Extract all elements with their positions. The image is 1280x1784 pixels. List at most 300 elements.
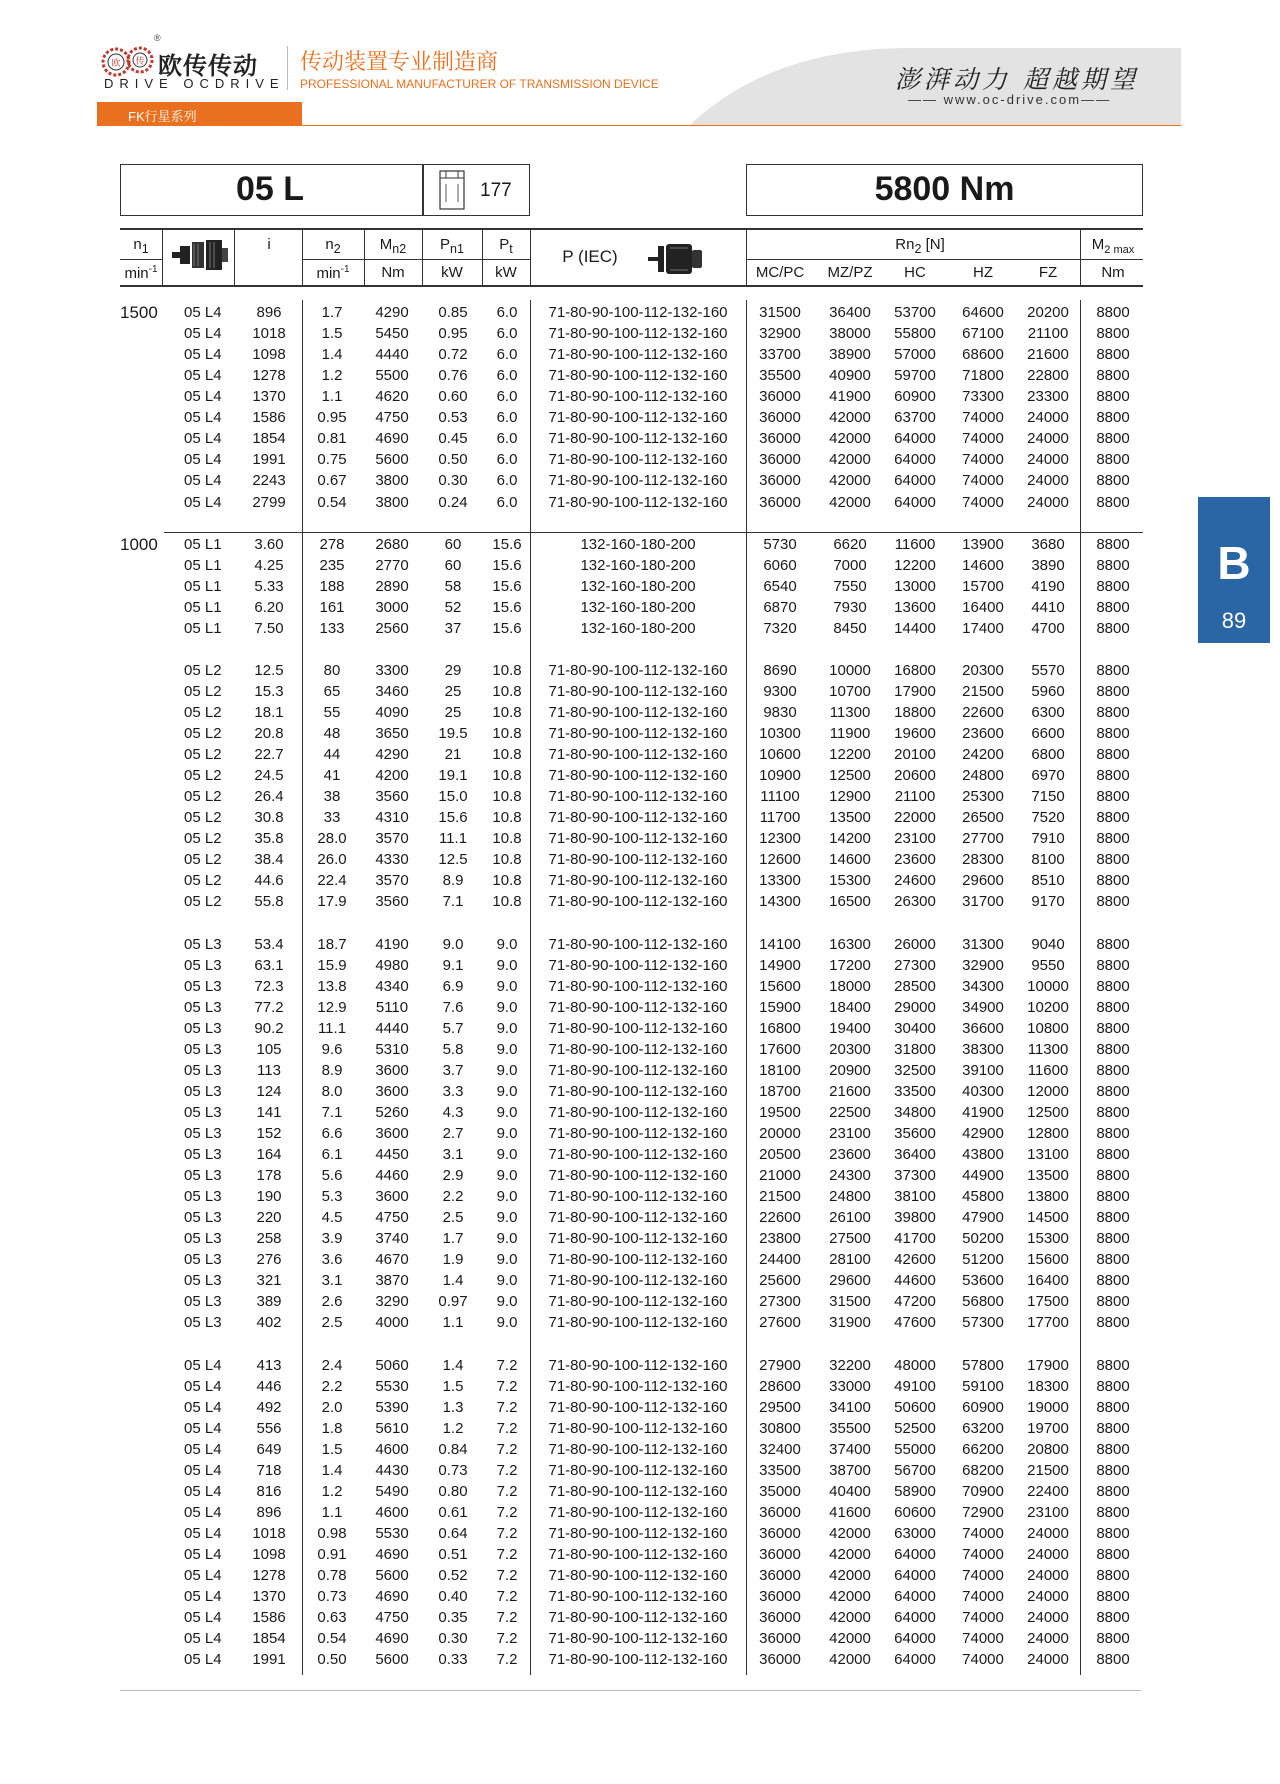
cell-iec: 71-80-90-100-112-132-160 [548, 346, 728, 364]
cell-mn2: 5260 [375, 1103, 409, 1121]
cell-hz: 56800 [962, 1293, 1004, 1311]
table-header-bottom-line [120, 285, 1143, 287]
cell-fz: 16400 [1027, 1272, 1069, 1290]
cell-mc-pc: 23800 [759, 1230, 801, 1248]
cell-pn1: 19.5 [438, 725, 468, 742]
col-header-fz: FZ [1038, 264, 1058, 281]
cell-hc: 48000 [894, 1356, 936, 1374]
cell-pt: 10.8 [492, 682, 522, 700]
cell-ratio: 2243 [252, 472, 286, 490]
cell-type: 05 L2 [184, 725, 222, 742]
cell-hc: 35600 [894, 1124, 936, 1142]
cell-mz-pz: 31500 [829, 1293, 871, 1311]
cell-mz-pz: 32200 [829, 1356, 871, 1374]
cell-mc-pc: 36000 [759, 409, 801, 427]
cell-hz: 36600 [962, 1019, 1004, 1037]
cell-m2max: 8800 [1096, 788, 1130, 806]
cell-fz: 3890 [1031, 556, 1065, 574]
cell-n2: 1.7 [321, 304, 343, 321]
cell-iec: 71-80-90-100-112-132-160 [548, 872, 728, 890]
cell-mn2: 2560 [375, 619, 409, 637]
cell-m2max: 8800 [1096, 1377, 1130, 1395]
cell-fz: 24000 [1027, 409, 1069, 427]
cell-ratio: 55.8 [254, 893, 284, 911]
cell-m2max: 8800 [1096, 1146, 1130, 1163]
table-row [0, 1376, 1280, 1397]
cell-mz-pz: 21600 [829, 1082, 871, 1100]
cell-type: 05 L4 [184, 409, 222, 427]
cell-type: 05 L3 [184, 1293, 222, 1311]
cell-iec: 71-80-90-100-112-132-160 [548, 1609, 728, 1627]
cell-hc: 30400 [894, 1019, 936, 1037]
table-row [0, 702, 1280, 723]
cell-n2: 3.6 [321, 1251, 343, 1269]
cell-iec: 71-80-90-100-112-132-160 [548, 767, 728, 785]
cell-m2max: 8800 [1096, 661, 1130, 679]
col-unit-n2: $\min^{-1}$ [316, 264, 350, 282]
cell-m2max: 8800 [1096, 535, 1130, 553]
cell-pn1: 1.9 [442, 1251, 464, 1269]
cell-fz: 21100 [1027, 325, 1069, 343]
cell-mn2: 3570 [375, 872, 409, 890]
cell-ratio: 413 [256, 1356, 282, 1374]
cell-ratio: 7.50 [254, 619, 284, 637]
cell-hz: 59100 [962, 1377, 1004, 1395]
cell-mn2: 4440 [375, 346, 409, 364]
cell-iec: 71-80-90-100-112-132-160 [548, 809, 728, 827]
cell-pt: 9.0 [496, 1209, 518, 1227]
cell-pt: 9.0 [496, 1082, 518, 1100]
cell-mn2: 4690 [375, 430, 409, 448]
brand-name-en: DRIVE OCDRIVE [104, 76, 285, 91]
cell-pt: 6.0 [496, 367, 518, 385]
cell-pt: 9.0 [496, 1230, 518, 1248]
cell-mz-pz: 42000 [829, 1630, 871, 1648]
tagline-cn: 传动装置专业制造商 [300, 49, 499, 74]
table-row [0, 1502, 1280, 1523]
cell-type: 05 L2 [184, 703, 222, 721]
cell-n2: 80 [323, 661, 341, 679]
cell-iec: 71-80-90-100-112-132-160 [548, 1209, 728, 1227]
svg-text:传: 传 [135, 57, 145, 67]
cell-mz-pz: 20300 [829, 1040, 871, 1058]
cell-mc-pc: 15900 [759, 998, 801, 1016]
cell-pt: 15.6 [492, 598, 522, 616]
cell-mz-pz: 14200 [829, 830, 871, 848]
cell-pt: 10.8 [492, 809, 522, 827]
cell-hc: 26000 [894, 935, 936, 953]
cell-pt: 9.0 [496, 1103, 518, 1121]
cell-hc: 52500 [894, 1419, 936, 1437]
cell-fz: 23100 [1027, 1503, 1069, 1521]
table-row [0, 1544, 1280, 1565]
cell-mz-pz: 24300 [829, 1167, 871, 1184]
cell-type: 05 L4 [184, 1419, 222, 1437]
cell-mz-pz: 23100 [829, 1124, 871, 1142]
section-tab-letter: B [1217, 537, 1251, 589]
cell-n2: 11.1 [317, 1019, 347, 1037]
cell-mc-pc: 24400 [759, 1251, 801, 1269]
cell-hc: 49100 [894, 1377, 936, 1395]
cell-fz: 20200 [1027, 304, 1069, 321]
cell-mn2: 5310 [375, 1040, 409, 1058]
cell-hz: 74000 [962, 1630, 1004, 1648]
table-row [0, 597, 1280, 618]
table-row [0, 386, 1280, 407]
cell-ratio: 22.7 [254, 746, 284, 763]
cell-mn2: 5600 [375, 1567, 409, 1584]
cell-pn1: 1.3 [442, 1398, 464, 1416]
cell-hz: 67100 [962, 325, 1004, 343]
cell-pn1: 3.3 [442, 1082, 464, 1100]
series-label: FK行星系列 [128, 109, 197, 124]
cell-fz: 22800 [1027, 367, 1069, 385]
cell-type: 05 L1 [184, 619, 222, 637]
cell-iec: 71-80-90-100-112-132-160 [548, 746, 728, 763]
cell-ratio: 492 [256, 1398, 282, 1416]
cell-mn2: 5500 [375, 367, 409, 385]
cell-fz: 24000 [1027, 1524, 1069, 1542]
cell-iec: 71-80-90-100-112-132-160 [548, 1524, 728, 1542]
cell-ratio: 44.6 [254, 872, 284, 890]
cell-type: 05 L4 [184, 430, 222, 448]
registered-mark: ® [154, 33, 161, 43]
cell-mc-pc: 6060 [763, 556, 797, 574]
cell-n2: 1.2 [321, 1482, 343, 1500]
cell-ratio: 896 [256, 1503, 282, 1521]
cell-fz: 17700 [1027, 1314, 1069, 1332]
cell-n2: 65 [323, 682, 341, 700]
cell-ratio: 446 [256, 1377, 282, 1395]
cell-mn2: 5610 [375, 1419, 409, 1437]
cell-iec: 71-80-90-100-112-132-160 [548, 1356, 728, 1374]
cell-n2: 4.5 [321, 1209, 343, 1227]
cell-mz-pz: 40400 [829, 1482, 871, 1500]
cell-ratio: 12.5 [254, 661, 284, 679]
cell-ratio: 556 [256, 1419, 282, 1437]
cell-fz: 24000 [1027, 472, 1069, 490]
cell-ratio: 113 [257, 1061, 281, 1079]
cell-hz: 71800 [962, 367, 1004, 385]
cell-iec: 71-80-90-100-112-132-160 [548, 725, 728, 742]
cell-ratio: 105 [256, 1040, 282, 1058]
cell-ratio: 1370 [252, 1588, 286, 1605]
cell-pn1: 8.9 [442, 872, 464, 890]
cell-hz: 16400 [962, 598, 1004, 616]
cell-type: 05 L4 [184, 325, 222, 343]
cell-mz-pz: 35500 [829, 1419, 871, 1437]
cell-mz-pz: 17200 [829, 956, 871, 974]
col-unit-n1: $\min^{-1}$ [124, 264, 158, 282]
cell-fz: 17900 [1027, 1356, 1069, 1374]
cell-hz: 72900 [962, 1503, 1004, 1521]
cell-n2: 0.75 [317, 451, 347, 469]
cell-ratio: 4.25 [254, 556, 284, 574]
cell-hc: 64000 [894, 472, 936, 490]
cell-hc: 64000 [894, 430, 936, 448]
table-row [0, 1439, 1280, 1460]
slogan: 澎湃动力 超越期望 [895, 65, 1139, 94]
cell-pn1: 15.6 [438, 809, 468, 827]
cell-type: 05 L1 [184, 556, 222, 574]
cell-ratio: 164 [256, 1146, 282, 1163]
cell-mz-pz: 42000 [829, 493, 871, 511]
cell-mz-pz: 24800 [829, 1188, 871, 1206]
table-col-divider [530, 228, 531, 286]
cell-pn1: 2.9 [442, 1167, 464, 1184]
cell-iec: 71-80-90-100-112-132-160 [548, 851, 728, 869]
table-row [0, 934, 1280, 955]
cell-ratio: 5.33 [254, 577, 284, 595]
cell-hc: 37300 [894, 1167, 936, 1184]
cell-pt: 7.2 [496, 1419, 518, 1437]
cell-m2max: 8800 [1096, 851, 1130, 869]
table-row [0, 786, 1280, 807]
cell-mn2: 3870 [375, 1272, 409, 1290]
cell-pt: 6.0 [496, 451, 518, 469]
cell-type: 05 L3 [184, 1209, 222, 1227]
cell-ratio: 402 [256, 1314, 282, 1332]
cell-mz-pz: 12900 [829, 788, 871, 806]
col-header-rn2: $Rn_2$ [N] [895, 236, 945, 256]
cell-hc: 17900 [894, 682, 936, 700]
cell-m2max: 8800 [1096, 830, 1130, 848]
cell-hz: 74000 [962, 472, 1004, 490]
cell-pt: 7.2 [496, 1356, 518, 1374]
cell-pt: 10.8 [492, 872, 522, 890]
cell-m2max: 8800 [1096, 619, 1130, 637]
reference-page-number[interactable]: 177 [480, 180, 512, 201]
cell-fz: 12800 [1027, 1124, 1069, 1142]
cell-pn1: 2.5 [442, 1209, 464, 1227]
cell-mn2: 4750 [375, 1209, 409, 1227]
cell-mn2: 3460 [375, 682, 409, 700]
cell-type: 05 L1 [184, 535, 222, 553]
cell-iec: 132-160-180-200 [580, 598, 696, 616]
cell-m2max: 8800 [1096, 1461, 1130, 1479]
cell-mz-pz: 6620 [833, 535, 867, 553]
cell-type: 05 L2 [184, 788, 222, 806]
cell-iec: 71-80-90-100-112-132-160 [548, 325, 728, 343]
cell-mz-pz: 42000 [829, 451, 871, 469]
cell-n2: 1.1 [321, 1503, 343, 1521]
cell-m2max: 8800 [1096, 1398, 1130, 1416]
cell-fz: 11600 [1027, 1061, 1069, 1079]
cell-ratio: 389 [256, 1293, 282, 1311]
table-header-top-line [120, 228, 1143, 230]
cell-mz-pz: 12500 [829, 767, 871, 785]
website-link[interactable]: —— www.oc-drive.com—— [908, 92, 1112, 107]
cell-mz-pz: 38000 [829, 325, 871, 343]
cell-n2: 5.6 [321, 1167, 343, 1184]
cell-ratio: 72.3 [254, 977, 284, 995]
table-row [0, 1481, 1280, 1502]
cell-m2max: 8800 [1096, 767, 1130, 785]
cell-iec: 71-80-90-100-112-132-160 [548, 472, 728, 490]
cell-hc: 24600 [894, 872, 936, 890]
cell-type: 05 L3 [184, 1272, 222, 1290]
cell-hc: 39800 [894, 1209, 936, 1227]
cell-mn2: 4290 [375, 304, 409, 321]
cell-iec: 71-80-90-100-112-132-160 [548, 1230, 728, 1248]
cell-ratio: 77.2 [254, 998, 284, 1016]
cell-mn2: 4750 [375, 1609, 409, 1627]
cell-hc: 64000 [894, 1588, 936, 1605]
table-row [0, 302, 1280, 323]
cell-hz: 15700 [962, 577, 1004, 595]
cell-mc-pc: 36000 [759, 472, 801, 490]
cell-iec: 71-80-90-100-112-132-160 [548, 1419, 728, 1437]
col-header-mc: MC/PC [755, 264, 805, 281]
cell-pn1: 0.52 [438, 1567, 468, 1584]
cell-m2max: 8800 [1096, 935, 1130, 953]
cell-type: 05 L2 [184, 809, 222, 827]
cell-mz-pz: 13500 [829, 809, 871, 827]
table-row [0, 1418, 1280, 1439]
cell-fz: 19700 [1027, 1419, 1069, 1437]
cell-hz: 31300 [962, 935, 1004, 953]
cell-ratio: 20.8 [254, 725, 284, 742]
table-row [0, 1523, 1280, 1544]
cell-n2: 26.0 [317, 851, 347, 869]
cell-fz: 4410 [1031, 598, 1065, 616]
cell-hz: 17400 [962, 619, 1004, 637]
cell-hz: 64600 [962, 304, 1004, 321]
cell-n2: 3.9 [321, 1230, 343, 1248]
cell-mc-pc: 6870 [763, 598, 797, 616]
cell-pn1: 21 [444, 746, 462, 763]
cell-mn2: 5490 [375, 1482, 409, 1500]
table-row [0, 1102, 1280, 1123]
cell-mc-pc: 11700 [759, 809, 801, 827]
cell-pn1: 11.1 [438, 830, 468, 848]
cell-iec: 71-80-90-100-112-132-160 [548, 1293, 728, 1311]
table-row [0, 1207, 1280, 1228]
cell-m2max: 8800 [1096, 304, 1130, 321]
cell-pn1: 0.76 [438, 367, 468, 385]
cell-hz: 24200 [962, 746, 1004, 763]
cell-fz: 15300 [1027, 1230, 1069, 1248]
cell-hc: 47600 [894, 1314, 936, 1332]
cell-pn1: 5.7 [442, 1019, 464, 1037]
cell-type: 05 L1 [184, 577, 222, 595]
cell-mc-pc: 13300 [759, 872, 801, 890]
cell-type: 05 L4 [184, 1588, 222, 1605]
cell-hc: 29000 [894, 998, 936, 1016]
cell-pt: 10.8 [492, 661, 522, 679]
cell-iec: 71-80-90-100-112-132-160 [548, 1503, 728, 1521]
cell-mz-pz: 14600 [829, 851, 871, 869]
cell-pn1: 1.4 [442, 1356, 464, 1374]
cell-pn1: 2.2 [442, 1188, 464, 1206]
cell-pt: 9.0 [496, 1314, 518, 1332]
cell-hz: 66200 [962, 1440, 1004, 1458]
cell-mz-pz: 20900 [829, 1061, 871, 1079]
cell-pt: 7.2 [496, 1461, 518, 1479]
cell-mc-pc: 27900 [759, 1356, 801, 1374]
cell-n2: 13.8 [317, 977, 347, 995]
cell-hz: 74000 [962, 430, 1004, 448]
cell-n2: 1.5 [321, 1440, 343, 1458]
cell-mc-pc: 10900 [759, 767, 801, 785]
cell-hz: 74000 [962, 1588, 1004, 1605]
cell-ratio: 718 [256, 1461, 282, 1479]
cell-mz-pz: 16500 [829, 893, 871, 911]
cell-fz: 10800 [1027, 1019, 1069, 1037]
cell-ratio: 38.4 [254, 851, 284, 869]
cell-iec: 71-80-90-100-112-132-160 [548, 998, 728, 1016]
table-row [0, 534, 1280, 555]
cell-mz-pz: 7930 [833, 598, 867, 616]
cell-fz: 6300 [1031, 703, 1065, 721]
cell-m2max: 8800 [1096, 556, 1130, 574]
cell-pn1: 9.1 [442, 956, 464, 974]
cell-pt: 9.0 [496, 1040, 518, 1058]
cell-n2: 12.9 [317, 998, 347, 1016]
model-title: 05 L [235, 170, 305, 208]
cell-type: 05 L4 [184, 1482, 222, 1500]
cell-pt: 9.0 [496, 1272, 518, 1290]
cell-mc-pc: 36000 [759, 493, 801, 511]
cell-ratio: 2799 [252, 493, 286, 511]
table-row [0, 1165, 1280, 1186]
cell-type: 05 L2 [184, 830, 222, 848]
cell-m2max: 8800 [1096, 1314, 1130, 1332]
cell-hz: 45800 [962, 1188, 1004, 1206]
cell-mz-pz: 18000 [829, 977, 871, 995]
cell-m2max: 8800 [1096, 746, 1130, 763]
cell-mc-pc: 9300 [763, 682, 797, 700]
cell-pt: 7.2 [496, 1524, 518, 1542]
cell-n2: 235 [319, 556, 345, 574]
cell-ratio: 53.4 [254, 935, 284, 953]
cell-pt: 6.0 [496, 346, 518, 364]
model-box-divider [422, 164, 424, 216]
cell-hc: 42600 [894, 1251, 936, 1269]
table-row [0, 470, 1280, 491]
cell-hz: 44900 [962, 1167, 1004, 1184]
cell-fz: 8100 [1031, 851, 1065, 869]
cell-mc-pc: 32400 [759, 1440, 801, 1458]
cell-ratio: 90.2 [254, 1019, 284, 1037]
cell-m2max: 8800 [1096, 977, 1130, 995]
cell-n2: 0.98 [317, 1524, 347, 1542]
cell-pn1: 9.0 [442, 935, 464, 953]
cell-n2: 18.7 [317, 935, 347, 953]
cell-n2: 9.6 [321, 1040, 343, 1058]
cell-mn2: 2680 [375, 535, 409, 553]
cell-mc-pc: 29500 [759, 1398, 801, 1416]
cell-mz-pz: 27500 [829, 1230, 871, 1248]
cell-mc-pc: 36000 [759, 1588, 801, 1605]
col-unit-pn1: kW [441, 264, 463, 281]
gear-unit-icon [170, 234, 230, 278]
cell-hc: 53700 [894, 304, 936, 321]
cell-mz-pz: 42000 [829, 409, 871, 427]
cell-hc: 14400 [894, 619, 936, 637]
cell-mz-pz: 42000 [829, 1567, 871, 1584]
cell-mc-pc: 21000 [759, 1167, 801, 1184]
cell-n2: 0.50 [317, 1651, 347, 1669]
cell-type: 05 L2 [184, 851, 222, 869]
cell-fz: 5960 [1031, 682, 1065, 700]
cell-type: 05 L3 [184, 956, 222, 974]
cell-n2: 38 [323, 788, 341, 806]
cell-m2max: 8800 [1096, 1124, 1130, 1142]
cell-iec: 71-80-90-100-112-132-160 [548, 1545, 728, 1563]
cell-hc: 28500 [894, 977, 936, 995]
cell-pn1: 0.45 [438, 430, 468, 448]
